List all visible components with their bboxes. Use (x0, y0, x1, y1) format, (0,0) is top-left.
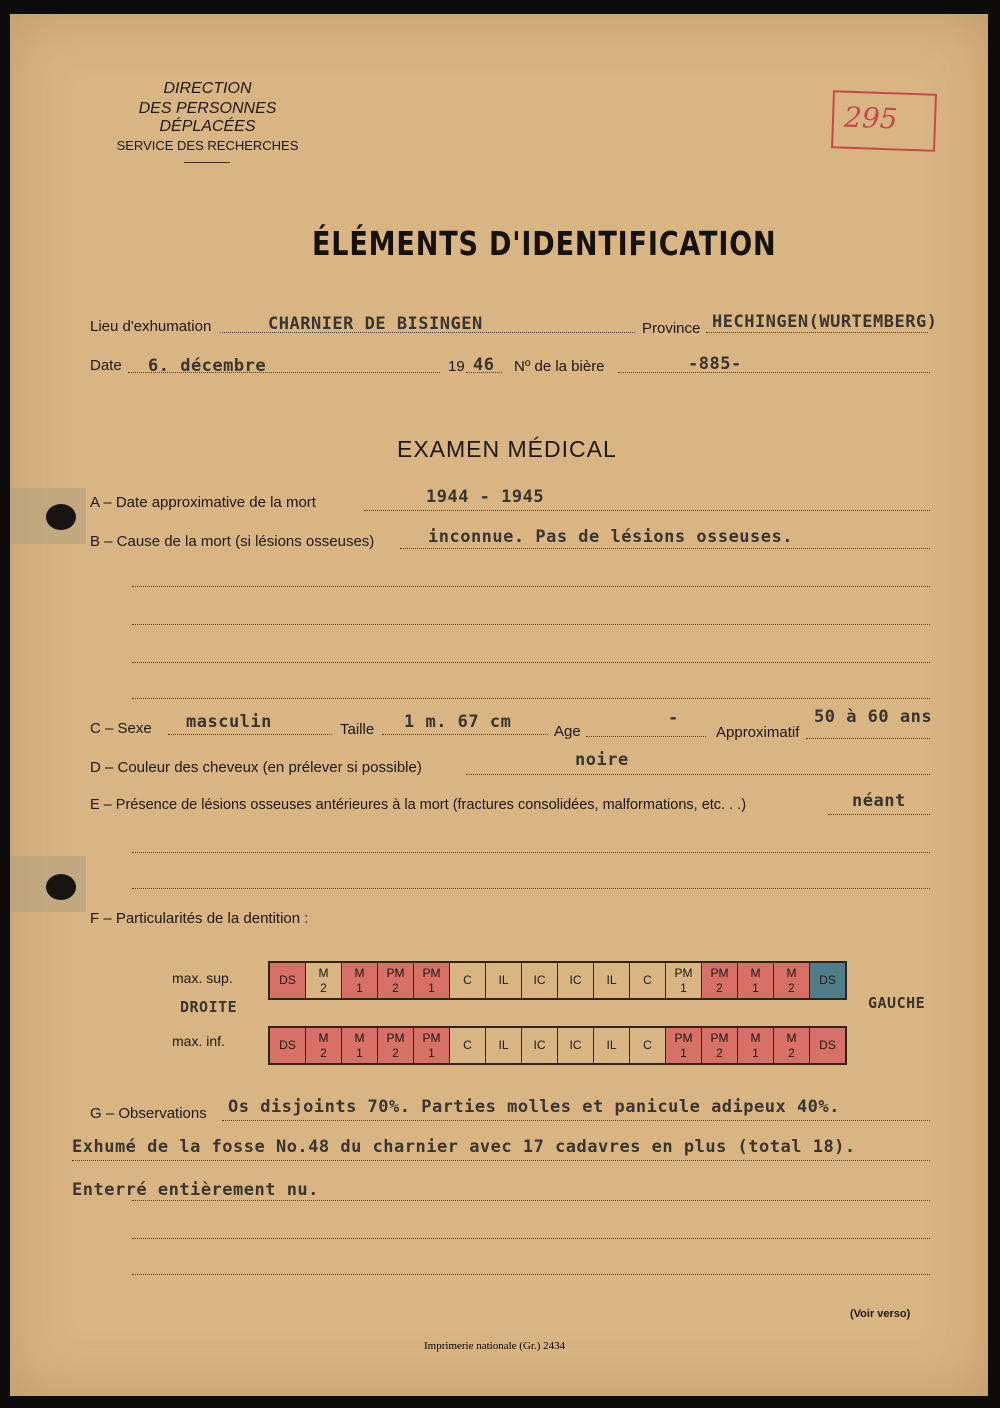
gauche-label: GAUCHE (868, 994, 926, 1012)
section-d-dots (466, 774, 930, 775)
section-a-label: A – Date approximative de la mort (90, 494, 316, 511)
tooth-cell (305, 963, 341, 998)
tooth-cell (305, 1028, 341, 1063)
tooth-type: PM (674, 965, 693, 980)
tooth-type: DS (819, 973, 836, 987)
tooth-number: 1 (680, 980, 687, 995)
tooth-type: DS (279, 1038, 296, 1052)
tooth-number: 2 (788, 1045, 795, 1060)
tooth-cell (270, 963, 305, 998)
date-value: 6. décembre (148, 356, 267, 376)
lieu-label: Lieu d'exhumation (90, 318, 212, 335)
section-c-sexe-value: masculin (186, 712, 272, 732)
tooth-type: M (750, 965, 761, 980)
section-g-line-2: Exhumé de la fosse No.48 du charnier avec 17 cadavres en plus (total 18). (72, 1137, 856, 1157)
section-g-line-1: Os disjoints 70%. Parties molles et panicule adipeux 40%. (228, 1097, 840, 1117)
imprimerie-note: Imprimerie nationale (Gr.) 2434 (424, 1340, 566, 1352)
province-dots (706, 332, 928, 333)
tooth-cell (629, 963, 665, 998)
tooth-number: 1 (356, 1045, 363, 1060)
section-b-label: B – Cause de la mort (si lésions osseuses) (90, 533, 375, 550)
section-f-label: F – Particularités de la dentition : (90, 910, 309, 927)
tooth-cell (341, 1028, 377, 1063)
tooth-type: IL (606, 973, 617, 987)
header-direction: DIRECTION (163, 80, 252, 97)
section-g-dots-1 (222, 1120, 930, 1121)
section-c-approx-label: Approximatif (716, 724, 800, 741)
header-department: DES PERSONNES DÉPLACÉES (138, 100, 277, 135)
section-b-line-5 (132, 698, 930, 699)
section-e-value: néant (852, 791, 906, 811)
section-a-dots (364, 510, 930, 511)
tooth-cell (377, 1028, 413, 1063)
section-b-line-3 (132, 624, 930, 625)
tooth-type: IC (569, 973, 582, 987)
tooth-cell (270, 1028, 305, 1063)
tooth-type: M (786, 1030, 797, 1045)
section-c-approx-value: 50 à 60 ans (814, 707, 933, 727)
tooth-cell (413, 963, 449, 998)
tooth-cell (413, 1028, 449, 1063)
section-g-dots-3 (132, 1200, 930, 1201)
section-c-age-value: - (668, 708, 679, 728)
tooth-number: 1 (752, 980, 759, 995)
date-label: Date (90, 357, 122, 374)
tooth-number: 2 (320, 1045, 327, 1060)
tooth-type: PM (422, 965, 441, 980)
tooth-number: 2 (788, 980, 795, 995)
tooth-type: C (643, 1038, 652, 1052)
tooth-type: PM (386, 965, 405, 980)
tooth-type: IC (569, 1038, 582, 1052)
sexe-dots (168, 734, 332, 735)
taille-dots (382, 734, 548, 735)
tooth-number: 1 (428, 980, 435, 995)
tooth-type: C (463, 973, 472, 987)
exam-title: EXAMEN MÉDICAL (397, 436, 617, 462)
tooth-type: PM (386, 1030, 405, 1045)
header-rule (184, 162, 230, 163)
tooth-cell (773, 963, 809, 998)
section-d-value: noire (575, 750, 629, 770)
tooth-cell (341, 963, 377, 998)
approx-dots (806, 738, 930, 739)
biere-value: -885- (688, 354, 742, 374)
year-value: 46 (473, 355, 495, 375)
tooth-number: 2 (392, 980, 399, 995)
tooth-type: IL (606, 1038, 617, 1052)
tooth-cell (665, 963, 701, 998)
section-e-line-2 (132, 852, 930, 853)
section-b-value: inconnue. Pas de lésions osseuses. (428, 527, 793, 547)
tooth-number: 2 (392, 1045, 399, 1060)
year-dots (466, 372, 502, 373)
section-c-taille-value: 1 m. 67 cm (404, 712, 512, 732)
section-d-label: D – Couleur des cheveux (en prélever si possible) (90, 759, 422, 776)
punch-hole-top (46, 504, 76, 530)
upper-teeth-chart (268, 961, 847, 1000)
header-service: SERVICE DES RECHERCHES (116, 138, 299, 153)
tooth-type: PM (710, 1030, 729, 1045)
tooth-cell (449, 963, 485, 998)
section-b-line-2 (132, 586, 930, 587)
tooth-cell (701, 1028, 737, 1063)
tooth-number: 1 (428, 1045, 435, 1060)
tooth-cell (737, 963, 773, 998)
tooth-number: 1 (680, 1045, 687, 1060)
section-b-line-4 (132, 662, 930, 663)
section-g-line-3: Enterré entièrement nu. (72, 1180, 319, 1200)
section-b-dots (400, 548, 930, 549)
section-g-dots-5 (132, 1274, 930, 1275)
tooth-type: M (318, 965, 329, 980)
section-c-taille-label: Taille (340, 721, 375, 738)
droite-label: DROITE (180, 998, 238, 1016)
tooth-type: M (318, 1030, 329, 1045)
tooth-type: DS (819, 1038, 836, 1052)
tooth-type: PM (422, 1030, 441, 1045)
tooth-type: PM (710, 965, 729, 980)
biere-label: Nº de la bière (514, 358, 605, 375)
tooth-cell (449, 1028, 485, 1063)
tooth-cell (809, 1028, 845, 1063)
tooth-cell (593, 963, 629, 998)
max-sup-label: max. sup. (172, 970, 233, 986)
tooth-cell (665, 1028, 701, 1063)
section-c-age-label: Age (554, 723, 581, 740)
tooth-cell (557, 963, 593, 998)
section-g-dots-4 (132, 1238, 930, 1239)
section-a-value: 1944 - 1945 (426, 487, 545, 507)
tooth-cell (809, 963, 845, 998)
tooth-number: 2 (716, 1045, 723, 1060)
section-e-label: E – Présence de lésions osseuses antérieures à la mort (fractures consolidées, malformations, etc. . .) (90, 797, 747, 813)
page-title: ÉLÉMENTS D'IDENTIFICATION (312, 224, 777, 263)
lieu-value: CHARNIER DE BISINGEN (268, 314, 483, 334)
tooth-cell (521, 1028, 557, 1063)
stamp-number: 295 (843, 100, 899, 136)
tooth-type: IL (498, 1038, 509, 1052)
tooth-type: PM (674, 1030, 693, 1045)
tooth-cell (485, 1028, 521, 1063)
province-label: Province (642, 320, 701, 337)
tooth-number: 2 (716, 980, 723, 995)
lower-teeth-chart (268, 1026, 847, 1065)
section-c-sexe-label: C – Sexe (90, 720, 152, 737)
tooth-type: DS (279, 973, 296, 987)
tooth-type: IC (533, 973, 546, 987)
tooth-cell (485, 963, 521, 998)
punch-hole-bottom (46, 874, 76, 900)
section-g-dots-2 (72, 1160, 930, 1161)
tooth-cell (593, 1028, 629, 1063)
tooth-cell (737, 1028, 773, 1063)
province-value: HECHINGEN(WURTEMBERG) (712, 312, 938, 332)
tooth-type: M (786, 965, 797, 980)
tooth-type: C (463, 1038, 472, 1052)
tooth-cell (629, 1028, 665, 1063)
tooth-cell (773, 1028, 809, 1063)
tooth-number: 1 (356, 980, 363, 995)
tooth-type: M (750, 1030, 761, 1045)
tooth-cell (557, 1028, 593, 1063)
tooth-type: C (643, 973, 652, 987)
age-dots (586, 736, 706, 737)
tooth-number: 2 (320, 980, 327, 995)
year-prefix: 19 (448, 358, 465, 375)
tooth-type: M (354, 965, 365, 980)
tooth-cell (701, 963, 737, 998)
tooth-type: IL (498, 973, 509, 987)
tooth-type: IC (533, 1038, 546, 1052)
tooth-cell (377, 963, 413, 998)
reference-stamp (831, 90, 937, 152)
tooth-cell (521, 963, 557, 998)
section-e-dots (828, 814, 930, 815)
section-e-line-3 (132, 888, 930, 889)
section-g-label: G – Observations (90, 1105, 207, 1122)
biere-dots (618, 372, 930, 373)
voir-verso: (Voir verso) (850, 1308, 911, 1320)
max-inf-label: max. inf. (172, 1033, 225, 1049)
tooth-number: 1 (752, 1045, 759, 1060)
tooth-type: M (354, 1030, 365, 1045)
